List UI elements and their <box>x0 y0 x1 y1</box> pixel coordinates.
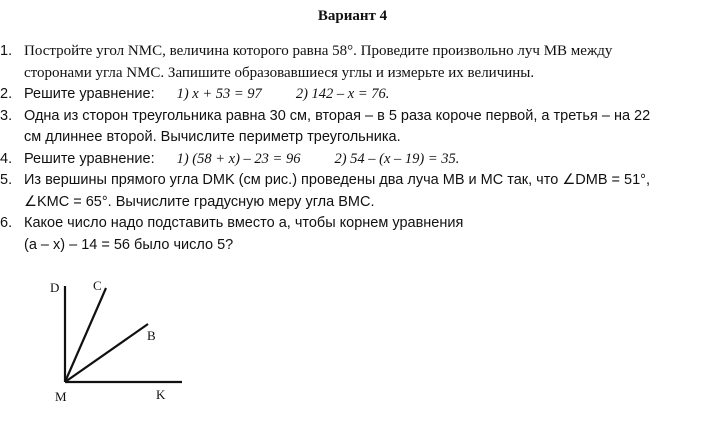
angle-figure <box>40 270 200 410</box>
equation: 2) 54 – (x – 19) = 35. <box>334 150 460 167</box>
label-k: K <box>156 387 166 402</box>
label-d: D <box>50 280 60 295</box>
task-number: 3. <box>0 107 13 124</box>
task-text-line: см длиннее второй. Вычислите периметр треугольника. <box>24 129 401 145</box>
task-text-line: сторонами угла NMC. Запишите образовавшиеся углы и измерьте их величины. <box>24 64 535 81</box>
label-b: B <box>147 328 156 343</box>
task-item <box>0 149 705 171</box>
task-text: Решите уравнение: <box>24 150 155 167</box>
task-number: 5. <box>0 172 13 188</box>
equation: 2) 142 – x = 76. <box>295 86 390 102</box>
task-number: 6. <box>0 215 13 231</box>
task-item <box>0 170 705 213</box>
equation: 1) x + 53 = 97 <box>176 86 262 102</box>
task-text-line: ∠KMC = 65°. Вычислите градусную меру угла BMC. <box>24 193 375 210</box>
task-item <box>0 106 705 149</box>
label-m: M <box>55 389 67 404</box>
task-equation-line <box>24 149 705 171</box>
page-title: Вариант 4 <box>317 8 388 24</box>
label-c: C <box>93 278 102 293</box>
task-text-line: (a – x) – 14 = 56 было число 5? <box>24 236 234 253</box>
task-equation-line <box>24 84 705 106</box>
task-text-line: Одна из сторон треугольника равна 30 см, вторая – в 5 раза короче первой, а третья – на 22 <box>24 107 651 124</box>
task-text-line: Какое число надо подставить вместо a, чтобы корнем уравнения <box>24 215 464 231</box>
equation: 1) (58 + x) – 23 = 96 <box>176 150 301 167</box>
task-item <box>0 41 705 84</box>
task-text: Решите уравнение: <box>24 86 155 102</box>
task-text-line: Из вершины прямого угла DMK (см рис.) проведены два луча MB и MC так, что ∠DMB = 51°, <box>24 172 651 188</box>
task-number: 1. <box>0 43 13 59</box>
task-text-line: Постройте угол NMC, величина которого равна 58°. Проведите произвольно луч MB между <box>24 43 613 59</box>
task-item <box>0 84 705 106</box>
angle-diagram <box>40 270 200 410</box>
task-number: 4. <box>0 150 13 167</box>
task-item <box>0 213 705 256</box>
task-number: 2. <box>0 86 13 102</box>
task-list <box>0 41 705 256</box>
